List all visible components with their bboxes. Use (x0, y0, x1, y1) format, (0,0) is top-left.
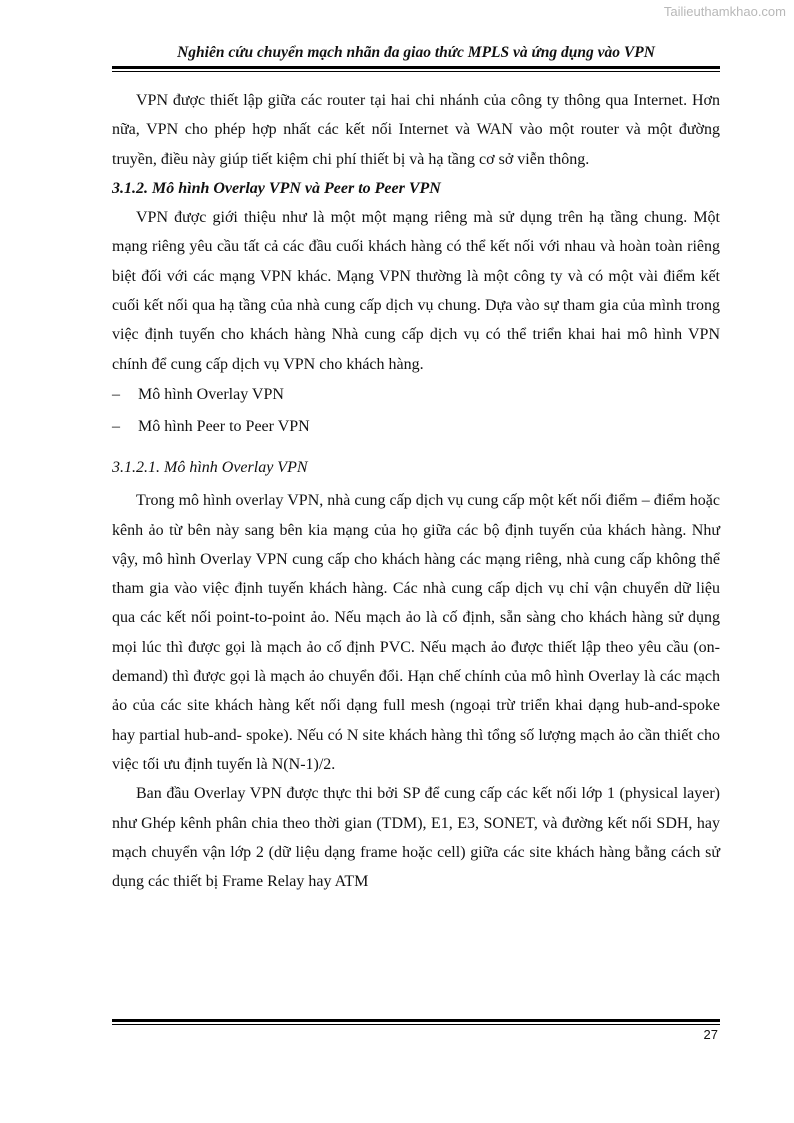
footer-rule-thin (112, 1024, 720, 1025)
watermark-text: Tailieuthamkhao.com (663, 4, 786, 19)
running-header-title: Nghiên cứu chuyển mạch nhãn đa giao thức MPLS và ứng dụng vào VPN (177, 44, 655, 61)
page-number: 27 (703, 1027, 718, 1042)
bullet-item (112, 379, 720, 411)
subsection-heading-3-1-2-1: 3.1.2.1. Mô hình Overlay VPN (112, 458, 308, 476)
footer-rule-thick (112, 1019, 720, 1022)
bullet-text: Mô hình Peer to Peer VPN (138, 417, 310, 435)
page-body (112, 86, 720, 896)
bullet-item (112, 411, 720, 443)
bullet-marker: – (112, 385, 120, 403)
paragraph-2: VPN được giới thiệu như là một một mạng riêng mà sử dụng trên hạ tầng chung. Một mạng riêng yêu cầu tất cả các đầu cuối khách hàng có thể kết nối với nhau và hoàn toàn riêng biệt đối với các mạng VPN khác. Mạng VPN thường là một công ty và có một vài điểm kết cuối kết nối qua hạ tầng của nhà cung cấp dịch vụ chung. Dựa vào sự tham gia của mình trong việc định tuyến cho khách hàng Nhà cung cấp dịch vụ có thể triển khai hai mô hình VPN chính để cung cấp dịch vụ VPN cho khách hàng. (112, 209, 720, 373)
section-heading-3-1-2: 3.1.2. Mô hình Overlay VPN và Peer to Peer VPN (112, 179, 441, 197)
header-rule-thick (112, 66, 720, 69)
paragraph-4: Ban đầu Overlay VPN được thực thi bởi SP để cung cấp các kết nối lớp 1 (physical layer) như Ghép kênh phân chia theo thời gian (TDM), E1, E3, SONET, và đường kết nối SDH, hay mạch chuyển vận lớp 2 (dữ liệu dạng frame hoặc cell) giữa các site khách hàng bằng cách sử dụng các thiết bị Frame Relay hay ATM (112, 785, 720, 891)
paragraph-3: Trong mô hình overlay VPN, nhà cung cấp dịch vụ cung cấp một kết nối điểm – điểm hoặc kênh ảo từ bên này sang bên kia mạng của họ giữa các bộ định tuyến của khách hàng. Như vậy, mô hình Overlay VPN cung cấp cho khách hàng các mạng riêng, nhà cung cấp không thể tham gia vào việc định tuyến khách hàng. Các nhà cung cấp dịch vụ chỉ vận chuyển dữ liệu qua các kết nối point-to-point ảo. Nếu mạch ảo là cố định, sẵn sàng cho khách hàng sử dụng mọi lúc thì được gọi là mạch ảo cố định PVC. Nếu mạch ảo được thiết lập theo yêu cầu (on-demand) thì được gọi là mạch ảo chuyển đổi. Hạn chế chính của mô hình Overlay là các mạch ảo của các site khách hàng kết nối dạng full mesh (ngoại trừ triển khai dạng hub-and-spoke hay partial hub-and- spoke). Nếu có N site khách hàng thì tổng số lượng mạch ảo cần thiết cho việc tối ưu định tuyến là N(N-1)/2. (112, 492, 720, 773)
bullet-text: Mô hình Overlay VPN (138, 385, 284, 403)
bullet-marker: – (112, 417, 120, 435)
header-rule-thin (112, 71, 720, 72)
paragraph-1: VPN được thiết lập giữa các router tại hai chi nhánh của công ty thông qua Internet. Hơn nữa, VPN cho phép hợp nhất các kết nối Internet và WAN vào một router và một đường truyền, điều này giúp tiết kiệm chi phí thiết bị và hạ tầng cơ sở viễn thông. (112, 92, 720, 168)
